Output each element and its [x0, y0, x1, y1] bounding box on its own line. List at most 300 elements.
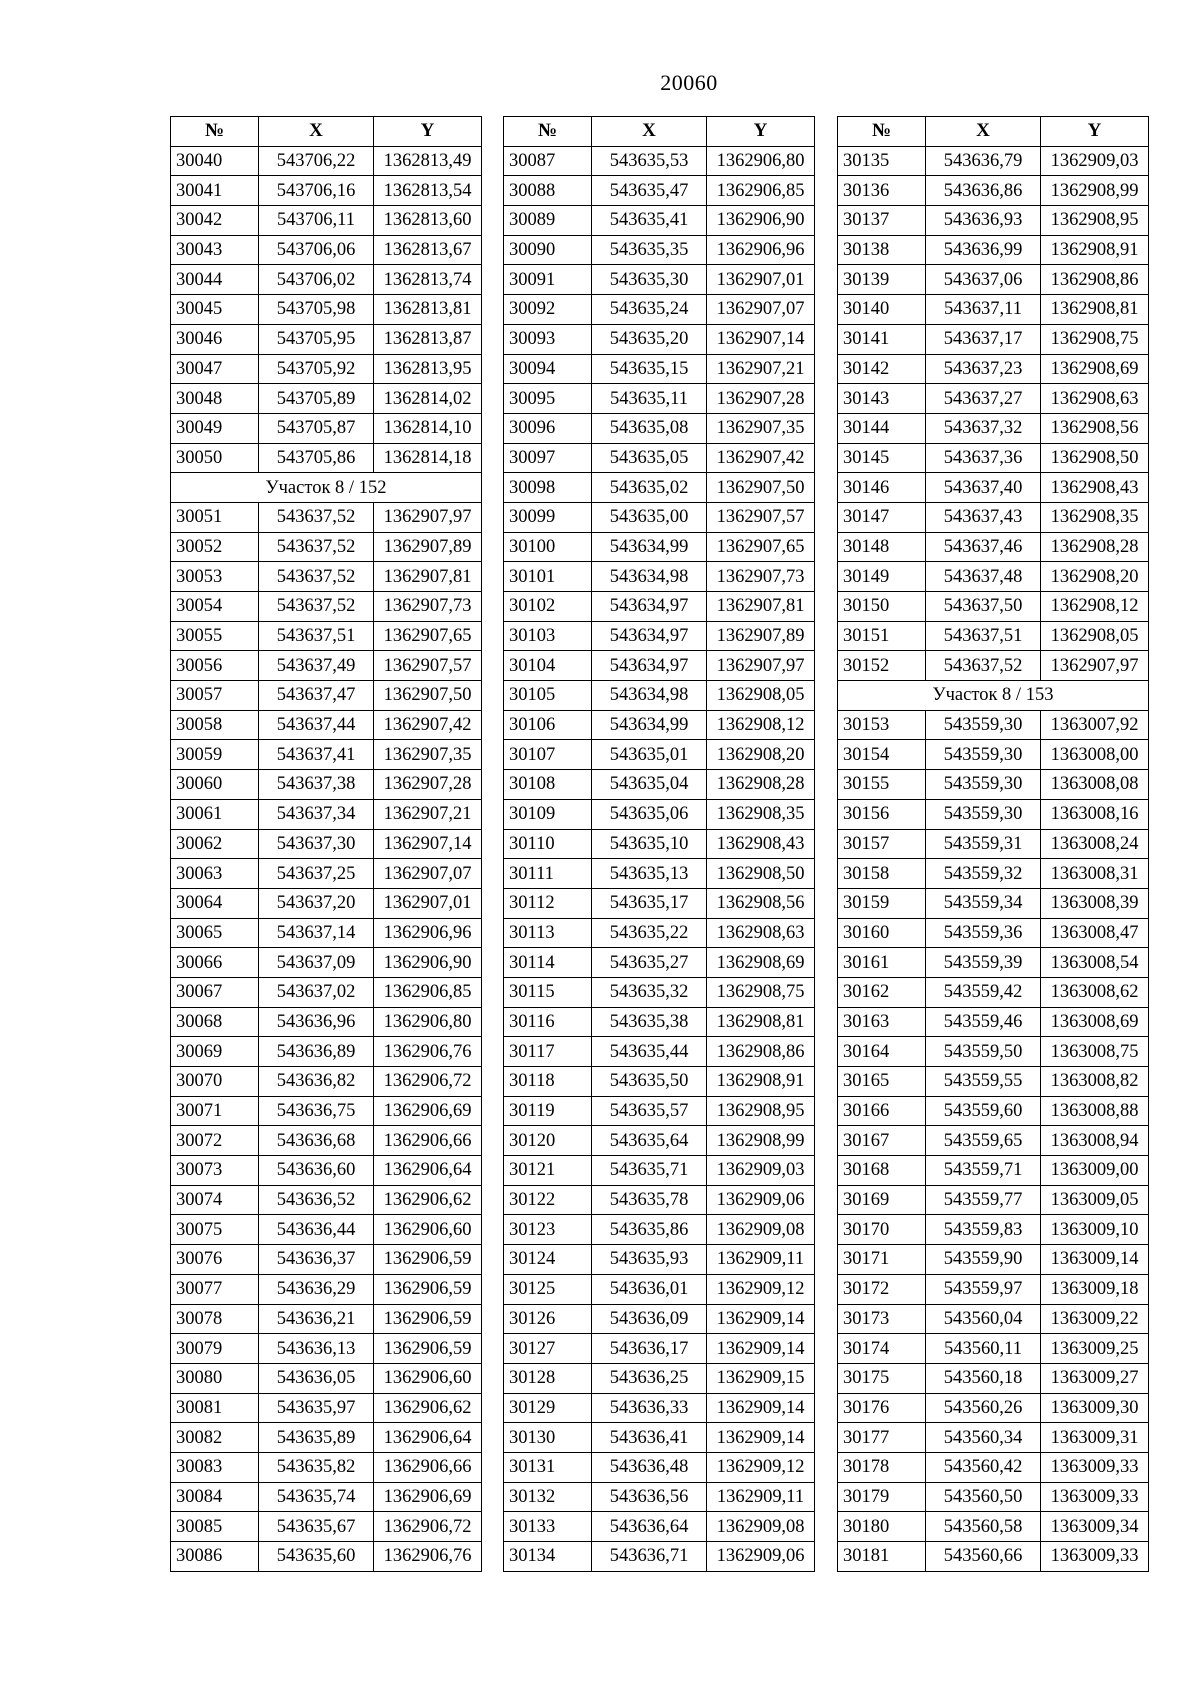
- table-row: [838, 265, 1149, 295]
- x-coordinate-cell: 543637,20: [259, 888, 374, 918]
- table-row: [838, 621, 1149, 651]
- x-coordinate-cell: 543635,05: [592, 443, 707, 473]
- point-number-cell: 30090: [504, 235, 592, 265]
- table-row: [838, 859, 1149, 889]
- point-number-cell: 30100: [504, 532, 592, 562]
- point-number-cell: 30179: [838, 1482, 926, 1512]
- point-number-cell: 30111: [504, 859, 592, 889]
- y-coordinate-cell: 1363009,00: [1041, 1156, 1149, 1186]
- y-coordinate-cell: 1362908,75: [707, 977, 815, 1007]
- table-row: [838, 354, 1149, 384]
- column-header-y: Y: [374, 117, 482, 147]
- y-coordinate-cell: 1362908,50: [707, 859, 815, 889]
- table-row: [504, 651, 815, 681]
- y-coordinate-cell: 1363009,33: [1041, 1482, 1149, 1512]
- table-row: [838, 206, 1149, 236]
- point-number-cell: 30047: [171, 354, 259, 384]
- point-number-cell: 30059: [171, 740, 259, 770]
- point-number-cell: 30079: [171, 1334, 259, 1364]
- y-coordinate-cell: 1362907,07: [374, 859, 482, 889]
- point-number-cell: 30169: [838, 1185, 926, 1215]
- point-number-cell: 30096: [504, 413, 592, 443]
- point-number-cell: 30106: [504, 710, 592, 740]
- x-coordinate-cell: 543635,24: [592, 295, 707, 325]
- point-number-cell: 30117: [504, 1037, 592, 1067]
- y-coordinate-cell: 1362907,14: [374, 829, 482, 859]
- table-row: [171, 1067, 482, 1097]
- table-row: [171, 443, 482, 473]
- table-row: [504, 1096, 815, 1126]
- y-coordinate-cell: 1362908,81: [1041, 295, 1149, 325]
- x-coordinate-cell: 543635,08: [592, 413, 707, 443]
- x-coordinate-cell: 543559,30: [926, 710, 1041, 740]
- y-coordinate-cell: 1363009,27: [1041, 1363, 1149, 1393]
- y-coordinate-cell: 1362907,97: [707, 651, 815, 681]
- x-coordinate-cell: 543635,13: [592, 859, 707, 889]
- y-coordinate-cell: 1362907,14: [707, 324, 815, 354]
- x-coordinate-cell: 543634,97: [592, 592, 707, 622]
- table-row: [504, 384, 815, 414]
- table-row: [171, 502, 482, 532]
- table-row: [838, 1185, 1149, 1215]
- x-coordinate-cell: 543706,06: [259, 235, 374, 265]
- point-number-cell: 30067: [171, 977, 259, 1007]
- y-coordinate-cell: 1362908,05: [707, 681, 815, 711]
- y-coordinate-cell: 1362909,14: [707, 1304, 815, 1334]
- table-row: [171, 948, 482, 978]
- point-number-cell: 30065: [171, 918, 259, 948]
- point-number-cell: 30104: [504, 651, 592, 681]
- x-coordinate-cell: 543706,02: [259, 265, 374, 295]
- column-header-number: №: [171, 117, 259, 147]
- x-coordinate-cell: 543636,05: [259, 1363, 374, 1393]
- x-coordinate-cell: 543636,96: [259, 1007, 374, 1037]
- point-number-cell: 30120: [504, 1126, 592, 1156]
- x-coordinate-cell: 543635,10: [592, 829, 707, 859]
- table-row: [838, 977, 1149, 1007]
- table-row: [838, 1007, 1149, 1037]
- point-number-cell: 30076: [171, 1245, 259, 1275]
- y-coordinate-cell: 1363009,30: [1041, 1393, 1149, 1423]
- x-coordinate-cell: 543706,11: [259, 206, 374, 236]
- point-number-cell: 30082: [171, 1423, 259, 1453]
- table-row: [171, 710, 482, 740]
- y-coordinate-cell: 1363009,33: [1041, 1542, 1149, 1572]
- y-coordinate-cell: 1363008,47: [1041, 918, 1149, 948]
- y-coordinate-cell: 1362908,43: [1041, 473, 1149, 503]
- x-coordinate-cell: 543634,99: [592, 710, 707, 740]
- y-coordinate-cell: 1362908,69: [707, 948, 815, 978]
- table-row: [171, 1096, 482, 1126]
- x-coordinate-cell: 543635,27: [592, 948, 707, 978]
- y-coordinate-cell: 1362906,90: [707, 206, 815, 236]
- point-number-cell: 30122: [504, 1185, 592, 1215]
- table-row: [171, 1542, 482, 1572]
- y-coordinate-cell: 1362814,10: [374, 413, 482, 443]
- x-coordinate-cell: 543636,25: [592, 1363, 707, 1393]
- x-coordinate-cell: 543559,30: [926, 740, 1041, 770]
- point-number-cell: 30092: [504, 295, 592, 325]
- table-row: [504, 413, 815, 443]
- table-row: [838, 1423, 1149, 1453]
- table-row: [504, 532, 815, 562]
- table-row: [838, 1304, 1149, 1334]
- table-row: [504, 146, 815, 176]
- y-coordinate-cell: 1362906,60: [374, 1215, 482, 1245]
- x-coordinate-cell: 543635,38: [592, 1007, 707, 1037]
- table-row: [838, 829, 1149, 859]
- point-number-cell: 30083: [171, 1452, 259, 1482]
- y-coordinate-cell: 1362906,64: [374, 1156, 482, 1186]
- x-coordinate-cell: 543560,04: [926, 1304, 1041, 1334]
- y-coordinate-cell: 1363009,05: [1041, 1185, 1149, 1215]
- y-coordinate-cell: 1362909,15: [707, 1363, 815, 1393]
- point-number-cell: 30152: [838, 651, 926, 681]
- point-number-cell: 30056: [171, 651, 259, 681]
- table-row: [171, 1452, 482, 1482]
- y-coordinate-cell: 1362907,73: [707, 562, 815, 592]
- y-coordinate-cell: 1362813,87: [374, 324, 482, 354]
- point-number-cell: 30142: [838, 354, 926, 384]
- point-number-cell: 30157: [838, 829, 926, 859]
- y-coordinate-cell: 1362906,59: [374, 1274, 482, 1304]
- table-row: [504, 1037, 815, 1067]
- x-coordinate-cell: 543634,97: [592, 621, 707, 651]
- x-coordinate-cell: 543636,68: [259, 1126, 374, 1156]
- point-number-cell: 30158: [838, 859, 926, 889]
- table-row: [838, 1126, 1149, 1156]
- x-coordinate-cell: 543559,83: [926, 1215, 1041, 1245]
- x-coordinate-cell: 543705,92: [259, 354, 374, 384]
- point-number-cell: 30086: [171, 1542, 259, 1572]
- x-coordinate-cell: 543637,34: [259, 799, 374, 829]
- table-row: [171, 1304, 482, 1334]
- y-coordinate-cell: 1362813,54: [374, 176, 482, 206]
- table-row: [171, 829, 482, 859]
- point-number-cell: 30128: [504, 1363, 592, 1393]
- y-coordinate-cell: 1362813,60: [374, 206, 482, 236]
- point-number-cell: 30091: [504, 265, 592, 295]
- table-row: [171, 888, 482, 918]
- y-coordinate-cell: 1362813,49: [374, 146, 482, 176]
- x-coordinate-cell: 543635,93: [592, 1245, 707, 1275]
- point-number-cell: 30126: [504, 1304, 592, 1334]
- point-number-cell: 30136: [838, 176, 926, 206]
- x-coordinate-cell: 543560,42: [926, 1452, 1041, 1482]
- table-row: [838, 592, 1149, 622]
- x-coordinate-cell: 543637,30: [259, 829, 374, 859]
- table-row: [504, 1185, 815, 1215]
- x-coordinate-cell: 543636,52: [259, 1185, 374, 1215]
- table-row: [171, 384, 482, 414]
- table-row: [838, 413, 1149, 443]
- x-coordinate-cell: 543636,56: [592, 1482, 707, 1512]
- table-row: [171, 621, 482, 651]
- table-row: [504, 1334, 815, 1364]
- table-row: [171, 651, 482, 681]
- x-coordinate-cell: 543635,01: [592, 740, 707, 770]
- x-coordinate-cell: 543705,98: [259, 295, 374, 325]
- point-number-cell: 30163: [838, 1007, 926, 1037]
- table-row: [171, 859, 482, 889]
- point-number-cell: 30072: [171, 1126, 259, 1156]
- table-row: [171, 1512, 482, 1542]
- table-row: [171, 295, 482, 325]
- y-coordinate-cell: 1362909,14: [707, 1393, 815, 1423]
- point-number-cell: 30172: [838, 1274, 926, 1304]
- x-coordinate-cell: 543706,16: [259, 176, 374, 206]
- y-coordinate-cell: 1363009,22: [1041, 1304, 1149, 1334]
- y-coordinate-cell: 1362907,35: [707, 413, 815, 443]
- x-coordinate-cell: 543637,41: [259, 740, 374, 770]
- x-coordinate-cell: 543559,31: [926, 829, 1041, 859]
- y-coordinate-cell: 1362907,28: [374, 770, 482, 800]
- y-coordinate-cell: 1362907,89: [374, 532, 482, 562]
- point-number-cell: 30052: [171, 532, 259, 562]
- point-number-cell: 30116: [504, 1007, 592, 1037]
- x-coordinate-cell: 543559,90: [926, 1245, 1041, 1275]
- x-coordinate-cell: 543559,65: [926, 1126, 1041, 1156]
- table-row: [171, 324, 482, 354]
- x-coordinate-cell: 543636,93: [926, 206, 1041, 236]
- x-coordinate-cell: 543705,89: [259, 384, 374, 414]
- y-coordinate-cell: 1363008,82: [1041, 1067, 1149, 1097]
- x-coordinate-cell: 543559,36: [926, 918, 1041, 948]
- point-number-cell: 30061: [171, 799, 259, 829]
- x-coordinate-cell: 543636,21: [259, 1304, 374, 1334]
- y-coordinate-cell: 1362906,62: [374, 1185, 482, 1215]
- table-row: [171, 146, 482, 176]
- x-coordinate-cell: 543635,47: [592, 176, 707, 206]
- x-coordinate-cell: 543635,86: [592, 1215, 707, 1245]
- x-coordinate-cell: 543635,15: [592, 354, 707, 384]
- x-coordinate-cell: 543636,64: [592, 1512, 707, 1542]
- x-coordinate-cell: 543560,18: [926, 1363, 1041, 1393]
- x-coordinate-cell: 543635,22: [592, 918, 707, 948]
- table-row: [171, 918, 482, 948]
- point-number-cell: 30041: [171, 176, 259, 206]
- x-coordinate-cell: 543637,38: [259, 770, 374, 800]
- y-coordinate-cell: 1362909,03: [1041, 146, 1149, 176]
- point-number-cell: 30129: [504, 1393, 592, 1423]
- table-row: [504, 562, 815, 592]
- point-number-cell: 30143: [838, 384, 926, 414]
- table-row: [838, 1363, 1149, 1393]
- point-number-cell: 30103: [504, 621, 592, 651]
- table-row: [171, 562, 482, 592]
- table-row: [504, 859, 815, 889]
- table-row: [838, 562, 1149, 592]
- y-coordinate-cell: 1362906,85: [374, 977, 482, 1007]
- y-coordinate-cell: 1363008,39: [1041, 888, 1149, 918]
- x-coordinate-cell: 543634,99: [592, 532, 707, 562]
- y-coordinate-cell: 1362906,60: [374, 1363, 482, 1393]
- x-coordinate-cell: 543635,02: [592, 473, 707, 503]
- x-coordinate-cell: 543635,11: [592, 384, 707, 414]
- table-row: [171, 1274, 482, 1304]
- x-coordinate-cell: 543635,57: [592, 1096, 707, 1126]
- y-coordinate-cell: 1362907,21: [374, 799, 482, 829]
- x-coordinate-cell: 543559,32: [926, 859, 1041, 889]
- x-coordinate-cell: 543637,47: [259, 681, 374, 711]
- x-coordinate-cell: 543637,43: [926, 502, 1041, 532]
- point-number-cell: 30161: [838, 948, 926, 978]
- y-coordinate-cell: 1362908,69: [1041, 354, 1149, 384]
- coordinates-table-3: [837, 116, 1149, 1572]
- header-row: [504, 117, 815, 147]
- table-row: [171, 1007, 482, 1037]
- table-row: [504, 324, 815, 354]
- x-coordinate-cell: 543636,99: [926, 235, 1041, 265]
- table-row: [504, 1274, 815, 1304]
- x-coordinate-cell: 543559,34: [926, 888, 1041, 918]
- y-coordinate-cell: 1363009,25: [1041, 1334, 1149, 1364]
- x-coordinate-cell: 543636,75: [259, 1096, 374, 1126]
- table-row: [504, 354, 815, 384]
- x-coordinate-cell: 543636,41: [592, 1423, 707, 1453]
- point-number-cell: 30145: [838, 443, 926, 473]
- point-number-cell: 30164: [838, 1037, 926, 1067]
- table-row: [838, 532, 1149, 562]
- point-number-cell: 30119: [504, 1096, 592, 1126]
- table-row: [171, 1423, 482, 1453]
- y-coordinate-cell: 1362908,35: [1041, 502, 1149, 532]
- section-label: Участок 8 / 153: [838, 681, 1149, 711]
- x-coordinate-cell: 543635,06: [592, 799, 707, 829]
- point-number-cell: 30151: [838, 621, 926, 651]
- point-number-cell: 30153: [838, 710, 926, 740]
- table-row: [504, 621, 815, 651]
- point-number-cell: 30049: [171, 413, 259, 443]
- point-number-cell: 30058: [171, 710, 259, 740]
- y-coordinate-cell: 1363008,69: [1041, 1007, 1149, 1037]
- x-coordinate-cell: 543635,60: [259, 1542, 374, 1572]
- y-coordinate-cell: 1362908,63: [707, 918, 815, 948]
- y-coordinate-cell: 1363007,92: [1041, 710, 1149, 740]
- point-number-cell: 30177: [838, 1423, 926, 1453]
- x-coordinate-cell: 543705,86: [259, 443, 374, 473]
- x-coordinate-cell: 543635,30: [592, 265, 707, 295]
- y-coordinate-cell: 1362907,57: [374, 651, 482, 681]
- y-coordinate-cell: 1363009,10: [1041, 1215, 1149, 1245]
- point-number-cell: 30121: [504, 1156, 592, 1186]
- point-number-cell: 30089: [504, 206, 592, 236]
- table-row: [838, 384, 1149, 414]
- point-number-cell: 30124: [504, 1245, 592, 1275]
- y-coordinate-cell: 1363009,31: [1041, 1423, 1149, 1453]
- x-coordinate-cell: 543634,98: [592, 562, 707, 592]
- point-number-cell: 30050: [171, 443, 259, 473]
- x-coordinate-cell: 543637,52: [259, 502, 374, 532]
- y-coordinate-cell: 1362907,07: [707, 295, 815, 325]
- y-coordinate-cell: 1362906,69: [374, 1482, 482, 1512]
- point-number-cell: 30141: [838, 324, 926, 354]
- point-number-cell: 30075: [171, 1215, 259, 1245]
- point-number-cell: 30107: [504, 740, 592, 770]
- y-coordinate-cell: 1363008,62: [1041, 977, 1149, 1007]
- x-coordinate-cell: 543559,50: [926, 1037, 1041, 1067]
- x-coordinate-cell: 543636,60: [259, 1156, 374, 1186]
- point-number-cell: 30070: [171, 1067, 259, 1097]
- x-coordinate-cell: 543635,82: [259, 1452, 374, 1482]
- x-coordinate-cell: 543559,39: [926, 948, 1041, 978]
- section-label: Участок 8 / 152: [171, 473, 482, 503]
- point-number-cell: 30057: [171, 681, 259, 711]
- table-row: [504, 176, 815, 206]
- table-row: [171, 265, 482, 295]
- point-number-cell: 30053: [171, 562, 259, 592]
- y-coordinate-cell: 1362908,20: [707, 740, 815, 770]
- table-row: [504, 770, 815, 800]
- point-number-cell: 30127: [504, 1334, 592, 1364]
- point-number-cell: 30160: [838, 918, 926, 948]
- x-coordinate-cell: 543705,87: [259, 413, 374, 443]
- x-coordinate-cell: 543637,17: [926, 324, 1041, 354]
- point-number-cell: 30130: [504, 1423, 592, 1453]
- point-number-cell: 30114: [504, 948, 592, 978]
- point-number-cell: 30174: [838, 1334, 926, 1364]
- x-coordinate-cell: 543635,20: [592, 324, 707, 354]
- y-coordinate-cell: 1362907,97: [374, 502, 482, 532]
- table-row: [171, 1185, 482, 1215]
- y-coordinate-cell: 1362908,56: [707, 888, 815, 918]
- table-row: [838, 918, 1149, 948]
- y-coordinate-cell: 1362906,80: [374, 1007, 482, 1037]
- x-coordinate-cell: 543637,50: [926, 592, 1041, 622]
- y-coordinate-cell: 1362908,86: [1041, 265, 1149, 295]
- y-coordinate-cell: 1362909,03: [707, 1156, 815, 1186]
- table-row: [838, 473, 1149, 503]
- y-coordinate-cell: 1362909,06: [707, 1542, 815, 1572]
- y-coordinate-cell: 1362906,66: [374, 1126, 482, 1156]
- x-coordinate-cell: 543559,60: [926, 1096, 1041, 1126]
- x-coordinate-cell: 543637,52: [926, 651, 1041, 681]
- x-coordinate-cell: 543636,17: [592, 1334, 707, 1364]
- y-coordinate-cell: 1362907,50: [707, 473, 815, 503]
- y-coordinate-cell: 1362907,73: [374, 592, 482, 622]
- y-coordinate-cell: 1362907,81: [707, 592, 815, 622]
- table-row: [504, 888, 815, 918]
- point-number-cell: 30113: [504, 918, 592, 948]
- y-coordinate-cell: 1362907,81: [374, 562, 482, 592]
- table-row: [504, 1304, 815, 1334]
- y-coordinate-cell: 1362907,97: [1041, 651, 1149, 681]
- x-coordinate-cell: 543560,34: [926, 1423, 1041, 1453]
- point-number-cell: 30064: [171, 888, 259, 918]
- table-row: [504, 443, 815, 473]
- table-row: [838, 1067, 1149, 1097]
- table-row: [838, 235, 1149, 265]
- y-coordinate-cell: 1362908,20: [1041, 562, 1149, 592]
- table-row: [838, 1452, 1149, 1482]
- point-number-cell: 30093: [504, 324, 592, 354]
- table-row: [838, 770, 1149, 800]
- point-number-cell: 30077: [171, 1274, 259, 1304]
- x-coordinate-cell: 543560,11: [926, 1334, 1041, 1364]
- table-row: [171, 176, 482, 206]
- y-coordinate-cell: 1362813,95: [374, 354, 482, 384]
- x-coordinate-cell: 543635,04: [592, 770, 707, 800]
- table-row: [504, 592, 815, 622]
- x-coordinate-cell: 543559,46: [926, 1007, 1041, 1037]
- table-row: [504, 918, 815, 948]
- x-coordinate-cell: 543637,46: [926, 532, 1041, 562]
- y-coordinate-cell: 1362908,43: [707, 829, 815, 859]
- point-number-cell: 30046: [171, 324, 259, 354]
- y-coordinate-cell: 1362907,28: [707, 384, 815, 414]
- point-number-cell: 30176: [838, 1393, 926, 1423]
- table-row: [838, 1542, 1149, 1572]
